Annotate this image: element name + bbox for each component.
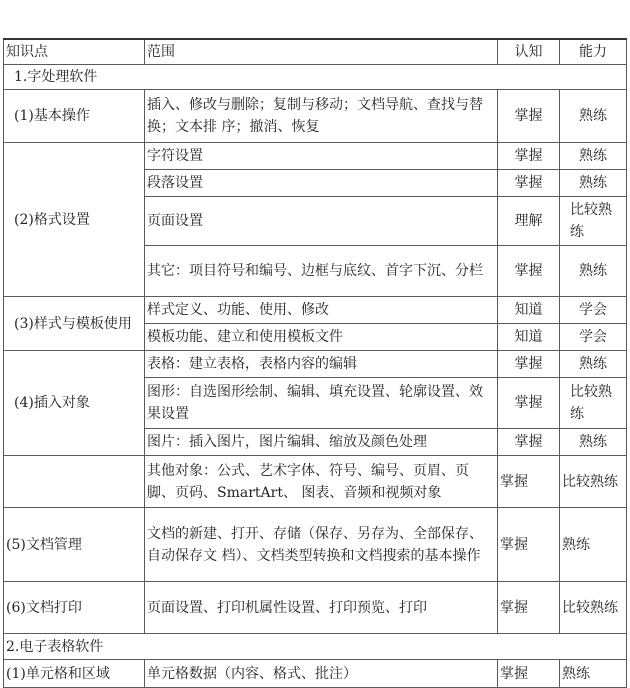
ability-cell: 熟练 xyxy=(560,660,627,688)
header-ability: 能力 xyxy=(560,39,627,65)
scope-cell: 文档的新建、打开、存储（保存、另存为、全部保存、自动保存文 档）、文档类型转换和文档搜索的基本操作 xyxy=(145,508,498,582)
ability-cell: 熟练 xyxy=(560,429,627,456)
table-row xyxy=(4,90,627,143)
know-cell: 掌握 xyxy=(498,246,560,297)
scope-cell: 段落设置 xyxy=(145,170,498,197)
table-row xyxy=(4,508,627,582)
ability-cell: 熟练 xyxy=(560,246,627,297)
topic-cell: (4)插入对象 xyxy=(4,351,145,456)
ability-cell: 比较熟练 xyxy=(560,456,627,508)
topic-cell: (2)格式设置 xyxy=(4,143,145,297)
scope-cell: 样式定义、功能、使用、修改 xyxy=(145,297,498,324)
header-topic: 知识点 xyxy=(4,39,145,65)
syllabus-page xyxy=(3,38,626,688)
scope-cell: 模板功能、建立和使用模板文件 xyxy=(145,324,498,351)
table-row xyxy=(4,582,627,634)
ability-cell: 熟练 xyxy=(560,508,627,582)
scope-cell: 插入、修改与删除；复制与移动；文档导航、查找与替换；文本排 序；撤消、恢复 xyxy=(145,90,498,143)
scope-cell: 字符设置 xyxy=(145,143,498,170)
know-cell: 掌握 xyxy=(498,456,560,508)
know-cell: 知道 xyxy=(498,324,560,351)
table-row xyxy=(4,297,627,324)
table-row xyxy=(4,660,627,688)
section-title: 1.字处理软件 xyxy=(4,65,627,90)
ability-cell: 比较熟练 xyxy=(560,197,627,246)
section-title: 2.电子表格软件 xyxy=(4,634,627,660)
topic-cell: (1)单元格和区域 xyxy=(4,660,145,688)
scope-cell: 其他对象：公式、艺术字体、符号、编号、页眉、页脚、页码、SmartArt、 图表、音频和视频对象 xyxy=(145,456,498,508)
section-row xyxy=(4,634,627,660)
scope-cell: 单元格数据（内容、格式、批注） xyxy=(145,660,498,688)
ability-cell: 比较熟练 xyxy=(560,378,627,429)
header-scope: 范围 xyxy=(145,39,498,65)
know-cell: 掌握 xyxy=(498,429,560,456)
ability-cell: 熟练 xyxy=(560,351,627,378)
know-cell: 掌握 xyxy=(498,508,560,582)
section-row xyxy=(4,65,627,90)
table-row xyxy=(4,351,627,378)
scope-cell: 页面设置、打印机属性设置、打印预览、打印 xyxy=(145,582,498,634)
scope-cell: 图形：自选图形绘制、编辑、填充设置、轮廓设置、效果设置 xyxy=(145,378,498,429)
header-row xyxy=(4,39,627,65)
know-cell: 知道 xyxy=(498,297,560,324)
ability-cell: 学会 xyxy=(560,297,627,324)
know-cell: 掌握 xyxy=(498,170,560,197)
topic-cell: (1)基本操作 xyxy=(4,90,145,143)
topic-cell-empty xyxy=(4,456,145,508)
scope-cell: 页面设置 xyxy=(145,197,498,246)
syllabus-table xyxy=(3,38,627,688)
topic-cell: (5)文档管理 xyxy=(4,508,145,582)
know-cell: 掌握 xyxy=(498,351,560,378)
ability-cell: 学会 xyxy=(560,324,627,351)
ability-cell: 熟练 xyxy=(560,170,627,197)
header-know: 认知 xyxy=(498,39,560,65)
scope-cell: 图片：插入图片，图片编辑、缩放及颜色处理 xyxy=(145,429,498,456)
ability-cell: 比较熟练 xyxy=(560,582,627,634)
table-row xyxy=(4,456,627,508)
topic-cell: (3)样式与模板使用 xyxy=(4,297,145,351)
know-cell: 理解 xyxy=(498,197,560,246)
know-cell: 掌握 xyxy=(498,582,560,634)
know-cell: 掌握 xyxy=(498,90,560,143)
scope-cell: 其它：项目符号和编号、边框与底纹、首字下沉、分栏 xyxy=(145,246,498,297)
topic-cell: (6)文档打印 xyxy=(4,582,145,634)
ability-cell: 熟练 xyxy=(560,143,627,170)
table-row xyxy=(4,143,627,170)
know-cell: 掌握 xyxy=(498,378,560,429)
know-cell: 掌握 xyxy=(498,143,560,170)
ability-cell: 熟练 xyxy=(560,90,627,143)
know-cell: 掌握 xyxy=(498,660,560,688)
scope-cell: 表格：建立表格，表格内容的编辑 xyxy=(145,351,498,378)
